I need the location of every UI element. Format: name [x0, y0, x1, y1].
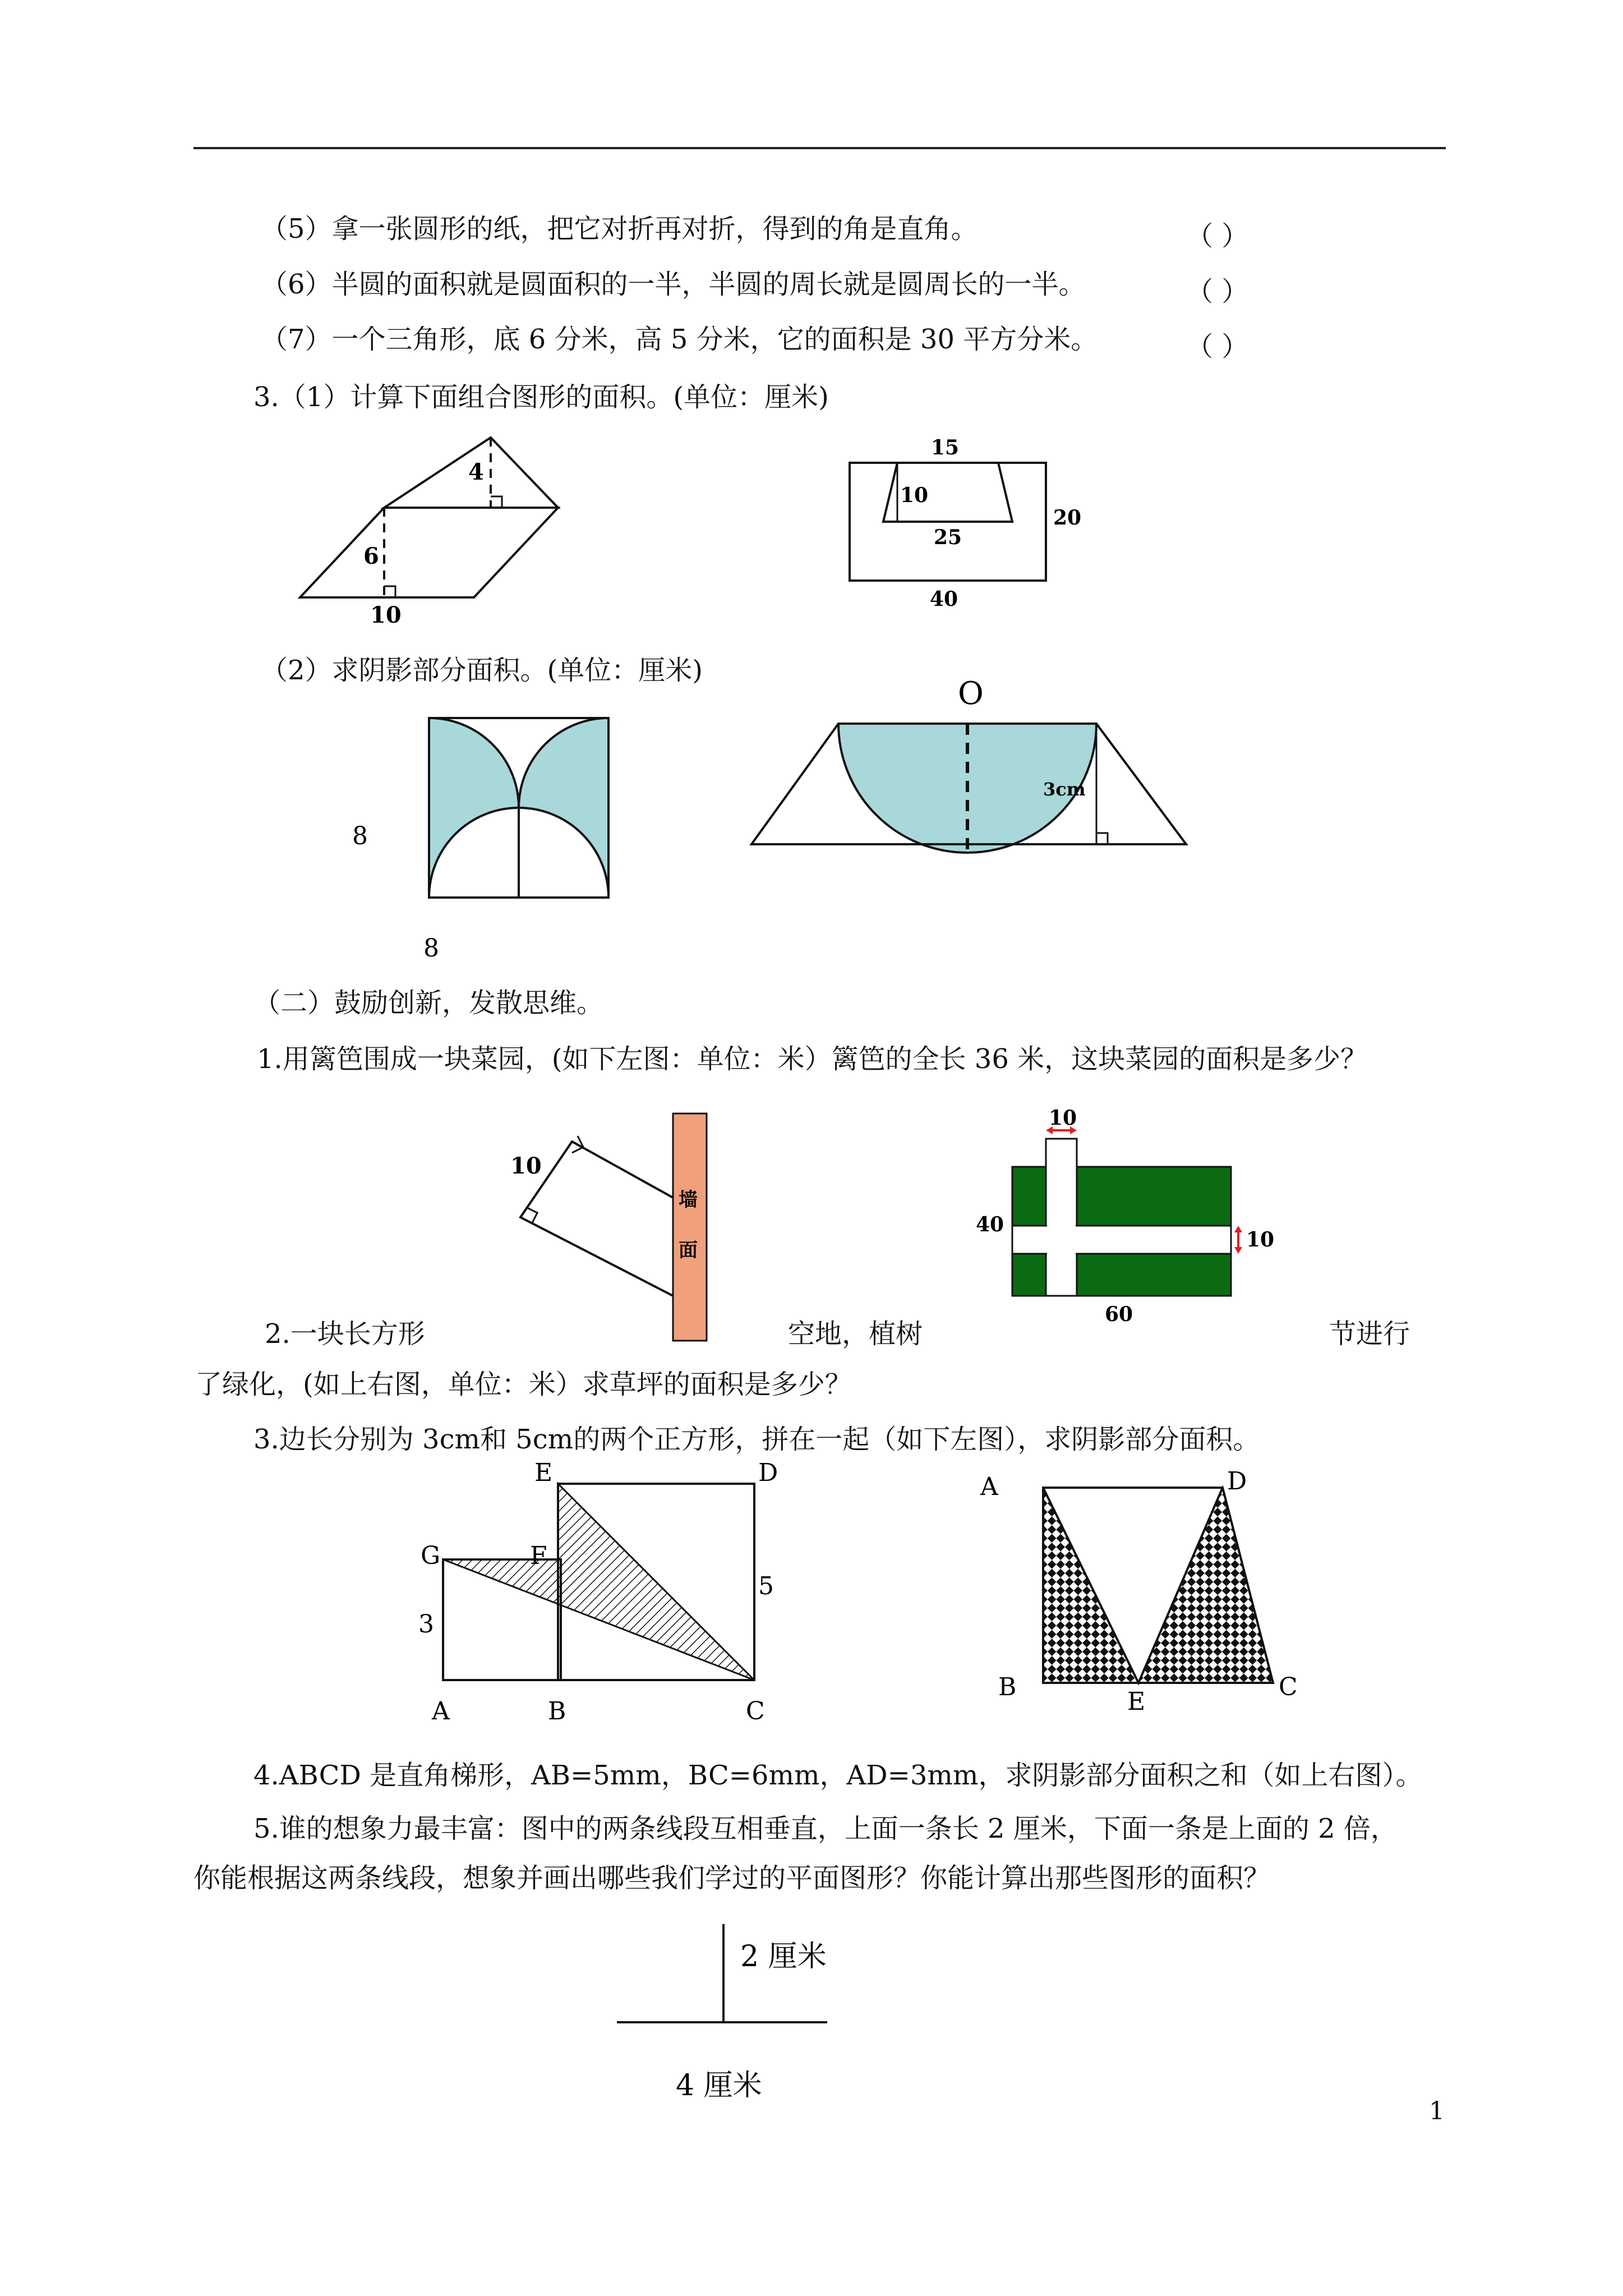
question-7: （7）一个三角形，底 6 分米，高 5 分米，它的面积是 30 平方分米。 [261, 324, 1098, 355]
answer-blank-5[interactable]: （ ） [1186, 220, 1249, 252]
label-f: F [530, 1542, 547, 1570]
parallelogram-shape [300, 508, 558, 597]
right-angle-mark [491, 496, 502, 508]
label-40: 40 [930, 587, 958, 611]
label-10-right: 10 [1246, 1228, 1275, 1251]
question-5: （5）拿一张圆形的纸，把它对折再对折，得到的角是直角。 [261, 213, 978, 245]
wall-char-1: 墙 [679, 1189, 698, 1211]
figure-square-arcs [348, 710, 662, 962]
answer-blank-7[interactable]: （ ） [1186, 331, 1249, 362]
figure-rectangle-trapezoid [841, 432, 1122, 617]
label-d: D [1227, 1467, 1247, 1496]
figure-two-squares [415, 1458, 808, 1733]
answer-blank-6[interactable]: （ ） [1186, 276, 1249, 307]
label-10: 10 [370, 602, 402, 628]
arrow-up [1234, 1226, 1242, 1232]
label-3: 3 [418, 1610, 434, 1639]
figure-perpendicular-lines [611, 1921, 903, 2123]
figure-trapezoid-semicircle [740, 676, 1200, 855]
label-20: 20 [1053, 506, 1082, 530]
label-8-side: 8 [352, 822, 368, 850]
vertical-path [1046, 1139, 1077, 1296]
label-c: C [1279, 1673, 1298, 1701]
question-1: 1.用篱笆围成一块菜园，(如下左图：单位：米）篱笆的全长 36 米，这块菜园的面积是多少？ [257, 1043, 1368, 1075]
page-number: 1 [1429, 2097, 1445, 2125]
label-a: A [432, 1697, 450, 1726]
label-g: G [421, 1542, 441, 1570]
wall [673, 1114, 707, 1341]
label-d: D [758, 1458, 778, 1487]
question-5-line-1: 5.谁的想象力最丰富：图中的两条线段互相垂直，上面一条长 2 厘米，下面一条是上面的 2 倍， [253, 1813, 1398, 1844]
label-25: 25 [934, 526, 962, 549]
header-rule [193, 147, 1446, 149]
wall-char-2: 面 [679, 1239, 698, 1262]
label-a: A [980, 1473, 998, 1501]
label-b: B [998, 1673, 1017, 1701]
section-3-part-1: 3.（1）计算下面组合图形的面积。(单位：厘米) [253, 381, 829, 413]
question-2-part-b: 空地，植树 [788, 1318, 923, 1350]
label-10: 10 [900, 484, 929, 507]
question-2-part-a: 2.一块长方形 [265, 1318, 425, 1350]
section-3-part-2: （2）求阴影部分面积。(单位：厘米) [261, 655, 703, 686]
label-e: E [1127, 1687, 1146, 1716]
label-2cm: 2 厘米 [740, 1940, 827, 1973]
fence [520, 1142, 673, 1296]
figure-triangle-parallelogram [292, 429, 572, 628]
shaded-right-triangle [1138, 1488, 1273, 1683]
figure-lawn [970, 1106, 1275, 1327]
path-intersection [1047, 1225, 1076, 1255]
figure-garden [494, 1111, 729, 1352]
label-c: C [746, 1697, 765, 1726]
label-60: 60 [1105, 1303, 1133, 1326]
label-b: B [548, 1697, 566, 1726]
question-2-part-c: 节进行 [1329, 1318, 1410, 1350]
question-5-line-2: 你能根据这两条线段，想象并画出哪些我们学过的平面图形？你能计算出那些图形的面积？ [193, 1862, 1271, 1894]
question-2-part-d: 了绿化，(如上右图，单位：米）求草坪的面积是多少？ [195, 1369, 852, 1400]
arrow-down [1234, 1247, 1242, 1254]
label-5: 5 [758, 1572, 774, 1600]
question-6: （6）半圆的面积就是圆面积的一半，半圆的周长就是圆周长的一半。 [261, 269, 1086, 300]
figure-right-trapezoid [965, 1464, 1324, 1728]
question-3: 3.边长分别为 3cm和 5cm的两个正方形，拼在一起（如下左图），求阴影部分面积。 [253, 1424, 1260, 1455]
label-3cm: 3cm [1043, 779, 1086, 800]
label-40: 40 [976, 1213, 1004, 1236]
right-angle-mark [384, 586, 395, 597]
shaded-triangle [443, 1484, 754, 1680]
label-o: O [958, 675, 984, 712]
label-4cm: 4 厘米 [676, 2069, 762, 2102]
right-angle-mark [1096, 833, 1108, 844]
horizontal-path [1012, 1226, 1231, 1254]
label-10-top: 10 [1049, 1106, 1077, 1130]
label-10: 10 [510, 1153, 542, 1179]
label-15: 15 [931, 436, 960, 459]
label-4: 4 [468, 459, 484, 485]
question-4: 4.ABCD 是直角梯形，AB=5mm，BC=6mm，AD=3mm，求阴影部分面积之和（如上右图）。 [253, 1760, 1423, 1791]
label-e: E [534, 1458, 553, 1487]
section-two-title: （二）鼓励创新，发散思维。 [253, 987, 604, 1019]
label-6: 6 [363, 543, 379, 569]
label-8-bottom: 8 [423, 934, 439, 963]
